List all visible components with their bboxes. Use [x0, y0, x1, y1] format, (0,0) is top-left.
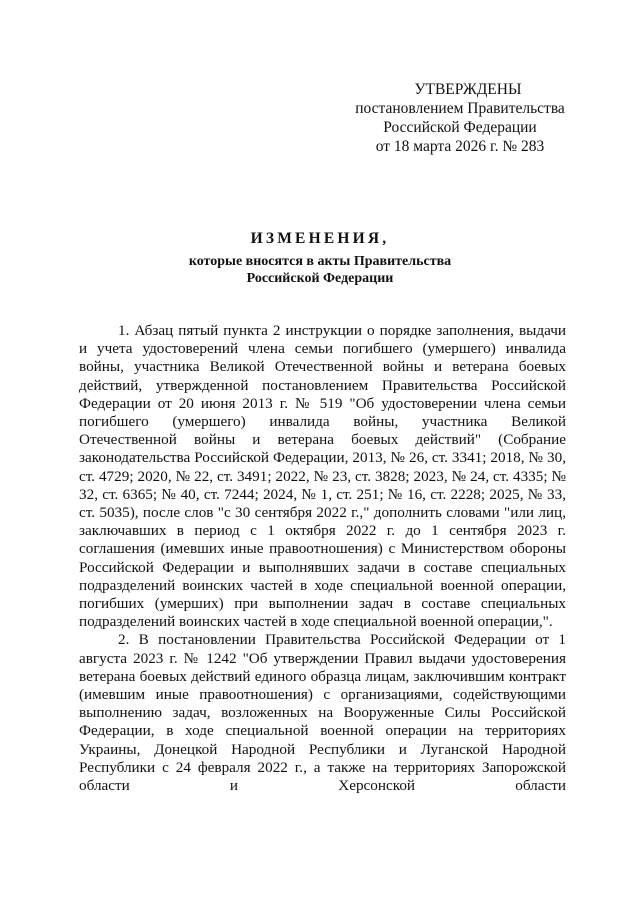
approval-line-1: постановлением Правительства [355, 100, 565, 117]
approval-stamp [340, 80, 580, 156]
document-subtitle-line-2: Российской Федерации [246, 271, 394, 286]
approval-line-2: Российской Федерации [383, 119, 537, 136]
document-body [79, 322, 566, 795]
approval-heading: УТВЕРЖДЕНЫ [414, 81, 522, 98]
document-title: ИЗМЕНЕНИЯ, [250, 230, 390, 247]
document-subtitle-line-1: которые вносятся в акты Правительства [188, 254, 452, 269]
document-heading [0, 230, 640, 287]
paragraph-2: 2. В постановлении Правительства Российской Федерации от 1 августа 2023 г. № 1242 "Об утверждении Правил выдачи удостоверения ветерана боевых действий единого образца лицам, заключившим контракт (имевшим иные правоотношения) с организациями, содействующими выполнению задач, возложенных на Вооруженные Силы Российской Федерации, в ходе специальной военной операции на территориях Украины, Донецкой Народной Республики и Луганской Народной Республики с 24 февраля 2022 г., а также на территориях Запорожской области и Херсонской области [79, 631, 566, 795]
paragraph-1: 1. Абзац пятый пункта 2 инструкции о порядке заполнения, выдачи и учета удостоверений члена семьи погибшего (умершего) инвалида войны, участника Великой Отечественной войны и ветерана боевых действий, утвержденной постановлением Правительства Российской Федерации от 20 июня 2013 г. № 519 "Об удостоверении члена семьи погибшего (умершего) инвалида войны, участника Великой Отечественной войны и ветерана боевых действий" (Собрание законодательства Российской Федерации, 2013, № 26, ст. 3341; 2018, № 30, ст. 4729; 2020, № 22, ст. 3491; 2022, № 23, ст. 3828; 2023, № 24, ст. 4335; № 32, ст. 6365; № 40, ст. 7244; 2024, № 1, ст. 251; № 16, ст. 2228; 2025, № 33, ст. 5035), после слов "с 30 сентября 2022 г.," дополнить словами "или лиц, заключавших в период с 1 октября 2022 г. до 1 сентября 2023 г. соглашения (имевших иные правоотношения) с Министерством обороны Российской Федерации и выполнявших задачи в составе специальных подразделений воинских частей в ходе специальной военной операции, погибших (умерших) при выполнении задач в составе специальных подразделений воинских частей в ходе специальной военной операции,". [79, 322, 566, 631]
approval-line-3: от 18 марта 2026 г. № 283 [375, 138, 545, 155]
